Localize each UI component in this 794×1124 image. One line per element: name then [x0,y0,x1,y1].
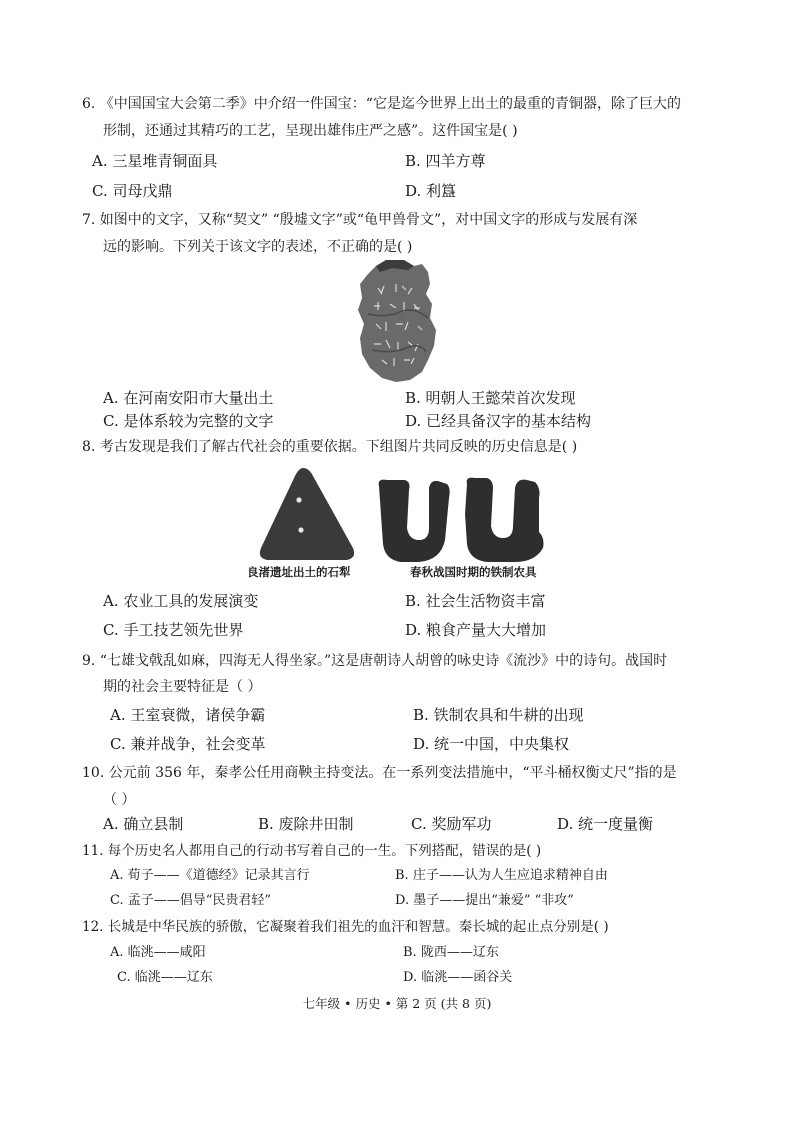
q11-stem-line1: 11. 每个历史名人都用自己的行动书写着自己的一生。下列搭配，错误的是( ) [82,843,542,859]
q6-stem-line2: 形制，还通过其精巧的工艺，呈现出雄伟庄严之感”。这件国宝是( ) [103,123,518,139]
q10-stem-line2: （ ） [103,792,136,808]
q7-option-a: A. 在河南安阳市大量出土 [103,389,274,407]
q10-option-c: C. 奖励军功 [411,815,492,833]
q7-stem-line2: 远的影响。下列关于该文字的表述，不正确的是( ) [103,239,413,255]
q6-option-c: C. 司母戊鼎 [92,182,173,200]
q12-stem-line1: 12. 长城是中华民族的骄傲，它凝聚着我们祖先的血汗和智慧。秦长城的起止点分别是( ) [82,919,609,935]
iron-tools-caption: 春秋战国时期的铁制农具 [410,565,537,579]
q9-stem-line2: 期的社会主要特征是（ ） [103,679,262,695]
q8-stem-line1: 8. 考古发现是我们了解古代社会的重要依据。下组图片共同反映的历史信息是( ) [82,439,578,455]
q9-option-c: C. 兼并战争，社会变革 [110,735,266,753]
q11-option-d: D. 墨子——提出“兼爱” “非攻” [395,893,574,908]
q10-option-b: B. 废除井田制 [258,815,354,833]
q10-option-a: A. 确立县制 [103,815,184,833]
q11-option-a: A. 荀子——《道德经》记录其言行 [110,868,310,883]
q12-option-c: C. 临洮——辽东 [117,970,213,985]
q6-stem-line1: 6. 《中国国宝大会第二季》中介绍一件国宝：“它是迄今世界上出土的最重的青铜器，除了巨大的 [82,96,681,112]
q8-option-b: B. 社会生活物资丰富 [405,592,546,610]
q12-option-d: D. 临洮——函谷关 [403,970,513,985]
q7-option-b: B. 明朝人王懿荣首次发现 [405,389,576,407]
q8-option-d: D. 粮食产量大大增加 [405,621,547,639]
q8-option-c: C. 手工技艺领先世界 [103,621,244,639]
q6-option-d: D. 利簋 [405,182,457,200]
page-footer: 七年级 • 历史 • 第 2 页 (共 8 页) [302,996,492,1011]
q7-option-d: D. 已经具备汉字的基本结构 [405,412,592,430]
q9-option-a: A. 王室衰微，诸侯争霸 [110,706,266,724]
oracle-bone-image [356,258,438,384]
q7-option-c: C. 是体系较为完整的文字 [103,412,274,430]
q9-stem-line1: 9. “七雄戈戟乱如麻，四海无人得坐家。”这是唐朝诗人胡曾的咏史诗《流沙》中的诗句。战国时 [82,653,668,669]
q9-option-b: B. 铁制农具和牛耕的出现 [413,706,584,724]
q11-option-b: B. 庄子——认为人生应追求精神自由 [395,868,608,883]
stone-plough-caption: 良渚遗址出土的石犁 [247,565,351,579]
q6-option-a: A. 三星堆青铜面具 [92,152,218,170]
q10-stem-line1: 10. 公元前 356 年，秦孝公任用商鞅主持变法。在一系列变法措施中，“平斗桶权衡丈尺”指的是 [82,765,677,781]
q12-option-b: B. 陇西——辽东 [403,945,499,960]
q8-option-a: A. 农业工具的发展演变 [103,592,259,610]
q7-stem-line1: 7. 如图中的文字，又称“契文” “殷墟文字”或“龟甲兽骨文”，对中国文字的形成与发展有深 [82,212,638,228]
q6-option-b: B. 四羊方尊 [405,152,486,170]
q11-option-c: C. 孟子——倡导“民贵君轻” [110,893,272,908]
stone-plough-image [255,466,360,564]
q9-option-d: D. 统一中国，中央集权 [413,735,570,753]
q12-option-a: A. 临洮——咸阳 [110,945,206,960]
iron-tools-image [375,474,549,566]
q10-option-d: D. 统一度量衡 [557,815,654,833]
